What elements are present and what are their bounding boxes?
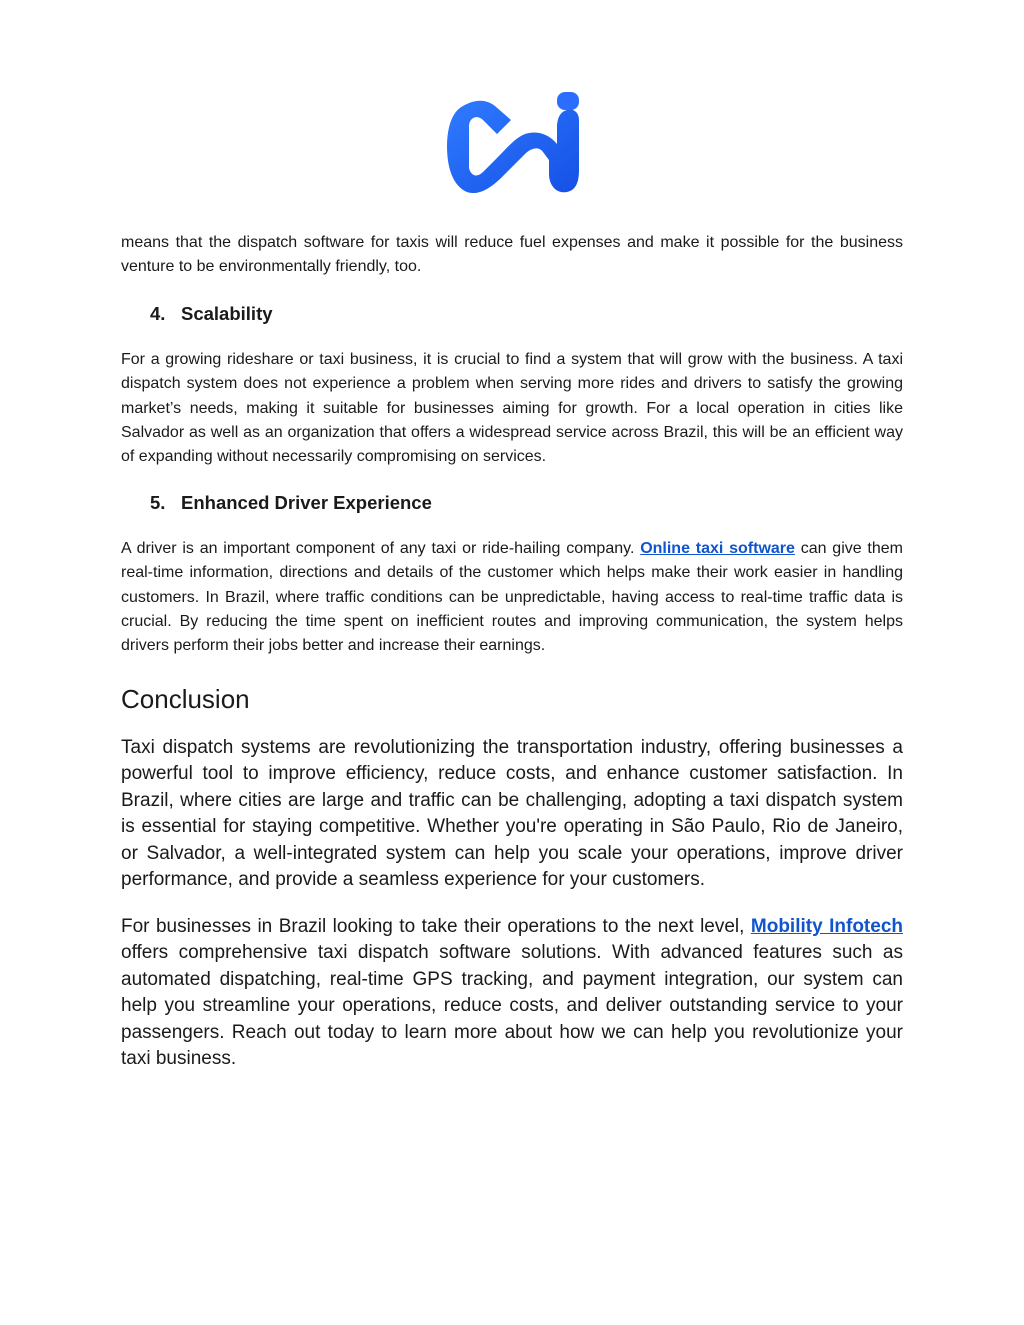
mobility-infotech-link[interactable]: Mobility Infotech <box>750 915 903 937</box>
conclusion-paragraph-2 <box>121 914 903 1073</box>
brand-logo <box>445 90 581 196</box>
item-number: 5. <box>150 491 166 513</box>
paragraph-text: can give them real-time information, directions and details of the customer which helps make their work easier in handling customers. In Brazil, where traffic conditions can be unpredictable, having access to real-time traffic data is crucial. By reducing the time spent on inefficient routes and improving communication, the system helps drivers perform their jobs better and increase their earnings. <box>121 539 904 655</box>
paragraph-text: A driver is an important component of any taxi or ride-hailing company. <box>121 539 641 557</box>
item-heading-scalability <box>150 302 903 326</box>
document-body <box>121 231 903 1073</box>
paragraph-text: offers comprehensive taxi dispatch software solutions. With advanced features such as automated dispatching, real-time GPS tracking, and payment integration, our system can help you streamline your operations, reduce costs, and deliver outstanding service to your passengers. Reach out today to learn more about how we can help you revolutionize your taxi business. <box>121 942 903 1070</box>
driver-experience-paragraph <box>121 537 903 659</box>
paragraph-text: For businesses in Brazil looking to take their operations to the next level, <box>121 915 751 937</box>
scalability-paragraph: For a growing rideshare or taxi business, it is crucial to find a system that will grow with the business. A taxi dispatch system does not experience a problem when serving more rides and drivers to satisfy the growing market’s needs, making it suitable for businesses aiming for growth. For a local operation in cities like Salvador as well as an organization that offers a widespread service across Brazil, this will be an efficient way of expanding without necessarily compromising on services. <box>121 350 903 466</box>
item-title: Scalability <box>181 302 273 324</box>
conclusion-paragraph-1: Taxi dispatch systems are revolutionizing the transportation industry, offering businesses a powerful tool to improve efficiency, reduce costs, and enhance customer satisfaction. In Brazil, where cities are large and traffic can be challenging, adopting a taxi dispatch system is essential for staying competitive. Whether you're operating in São Paulo, Rio de Janeiro, or Salvador, a well-integrated system can help you scale your operations, improve driver performance, and provide a seamless experience for your customers. <box>121 736 903 891</box>
item-title: Enhanced Driver Experience <box>181 491 432 513</box>
item-heading-driver-experience <box>150 491 903 515</box>
item-number: 4. <box>150 302 166 324</box>
conclusion-heading: Conclusion <box>121 683 250 714</box>
online-taxi-software-link[interactable]: Online taxi software <box>640 539 795 557</box>
intro-continuation: means that the dispatch software for taxis will reduce fuel expenses and make it possible for the business venture to be environmentally friendly, too. <box>121 234 903 276</box>
